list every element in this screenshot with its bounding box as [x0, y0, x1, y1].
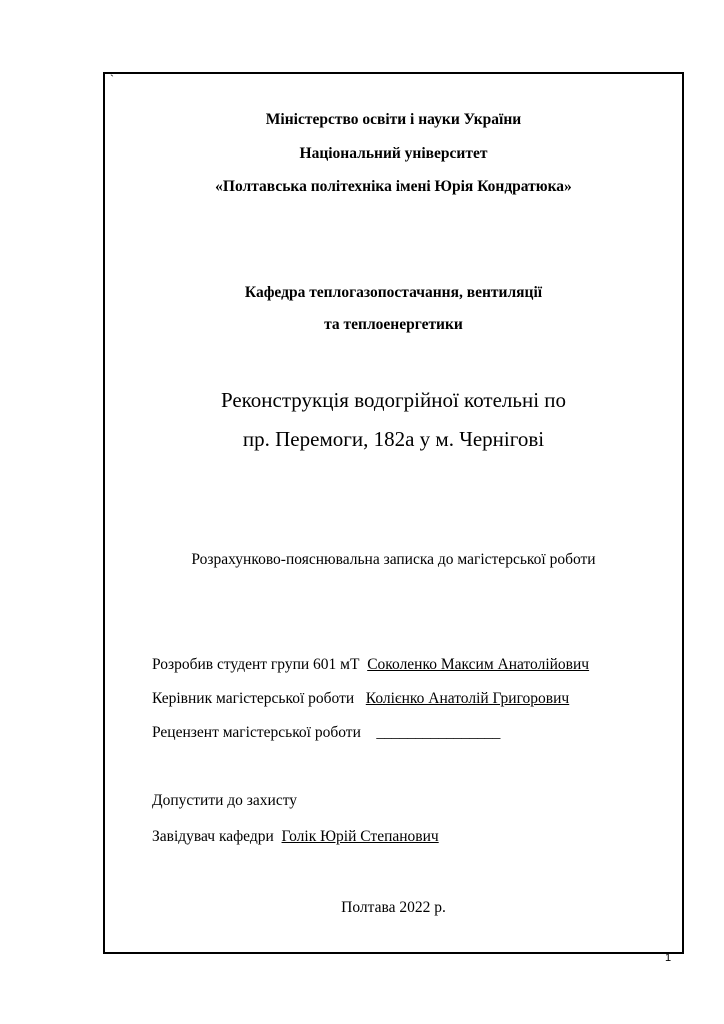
reviewer-blank: ________________ [376, 724, 501, 741]
ministry-heading: Міністерство освіти і науки України [265, 111, 522, 128]
head-name: Голік Юрій Степанович [281, 828, 439, 845]
stray-mark: ` [110, 72, 114, 86]
title-line2: пр. Перемоги, 182а у м. Чернігові [242, 427, 545, 451]
head-label: Завідувач кафедри [152, 828, 274, 845]
developer-name: Соколенко Максим Анатолійович [367, 656, 590, 673]
developer-row [152, 656, 589, 674]
head-row [152, 828, 439, 846]
supervisor-row [152, 690, 569, 708]
reviewer-label: Рецензент магістерської роботи [152, 724, 361, 741]
admit-text: Допустити до захисту [152, 792, 298, 809]
page-number: 1 [665, 952, 672, 964]
title-line1: Реконструкція водогрійної котельні по [220, 388, 567, 412]
department-line1: Кафедра теплогазопостачання, вентиляції [244, 284, 543, 301]
university-name: «Полтавська політехніка імені Юрія Кондратюка» [215, 178, 572, 195]
university-heading: Національний університет [299, 145, 488, 162]
department-line2: та теплоенергетики [324, 316, 463, 333]
supervisor-label: Керівник магістерської роботи [152, 690, 355, 707]
page-border [103, 72, 684, 954]
document-subtitle: Розрахунково-пояснювальна записка до магістерської роботи [191, 551, 596, 568]
reviewer-row [152, 724, 500, 742]
supervisor-name: Колієнко Анатолій Григорович [365, 690, 570, 707]
developer-label: Розробив студент групи 601 мТ [152, 656, 360, 673]
place-year: Полтава 2022 р. [341, 899, 446, 916]
